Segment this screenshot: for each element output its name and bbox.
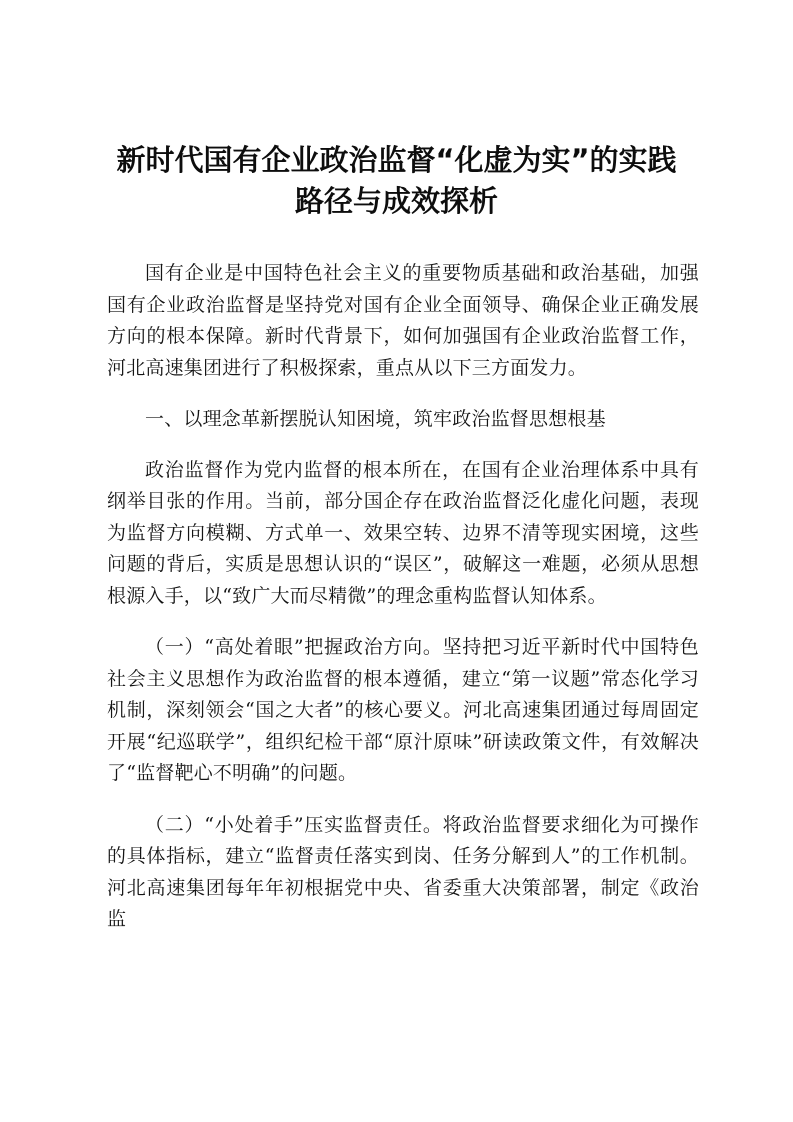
title-line-2: 路径与成效探析 [294,184,498,218]
intro-paragraph: 国有企业是中国特色社会主义的重要物质基础和政治基础，加强国有企业政治监督是坚持党对国有企业全面领导、确保企业正确发展方向的根本保障。新时代背景下，如何加强国有企业政治监督工作，河北高速集团进行了积极探索，重点从以下三方面发力。 [107,262,699,379]
section-1-paragraph: 政治监督作为党内监督的根本所在，在国有企业治理体系中具有纲举目张的作用。当前，部分国企存在政治监督泛化虚化问题，表现为监督方向模糊、方式单一、效果空转、边界不清等现实困境，这些问题的背后，实质是思想认识的“误区”，破解这一难题，必须从思想根源入手，以“致广大而尽精微”的理念重构监督认知体系。 [107,458,699,607]
document-body [107,258,699,956]
document-title [90,140,703,222]
section-heading-1: 一、以理念革新摆脱认知困境，筑牢政治监督思想根基 [145,408,606,430]
subsection-2-paragraph: （二）“小处着手”压实监督责任。将政治监督要求细化为可操作的具体指标，建立“监督责任落实到岗、任务分解到人”的工作机制。河北高速集团每年年初根据党中央、省委重大决策部署，制定《政治监 [107,813,699,930]
subsection-1-paragraph: （一）“高处着眼”把握政治方向。坚持把习近平新时代中国特色社会主义思想作为政治监督的根本遵循，建立“第一议题”常态化学习机制，深刻领会“国之大者”的核心要义。河北高速集团通过每周固定开展“纪巡联学”，组织纪检干部“原汁原味”研读政策文件，有效解决了“监督靶心不明确”的问题。 [107,636,699,784]
title-line-1: 新时代国有企业政治监督“化虚为实”的实践 [116,143,677,177]
